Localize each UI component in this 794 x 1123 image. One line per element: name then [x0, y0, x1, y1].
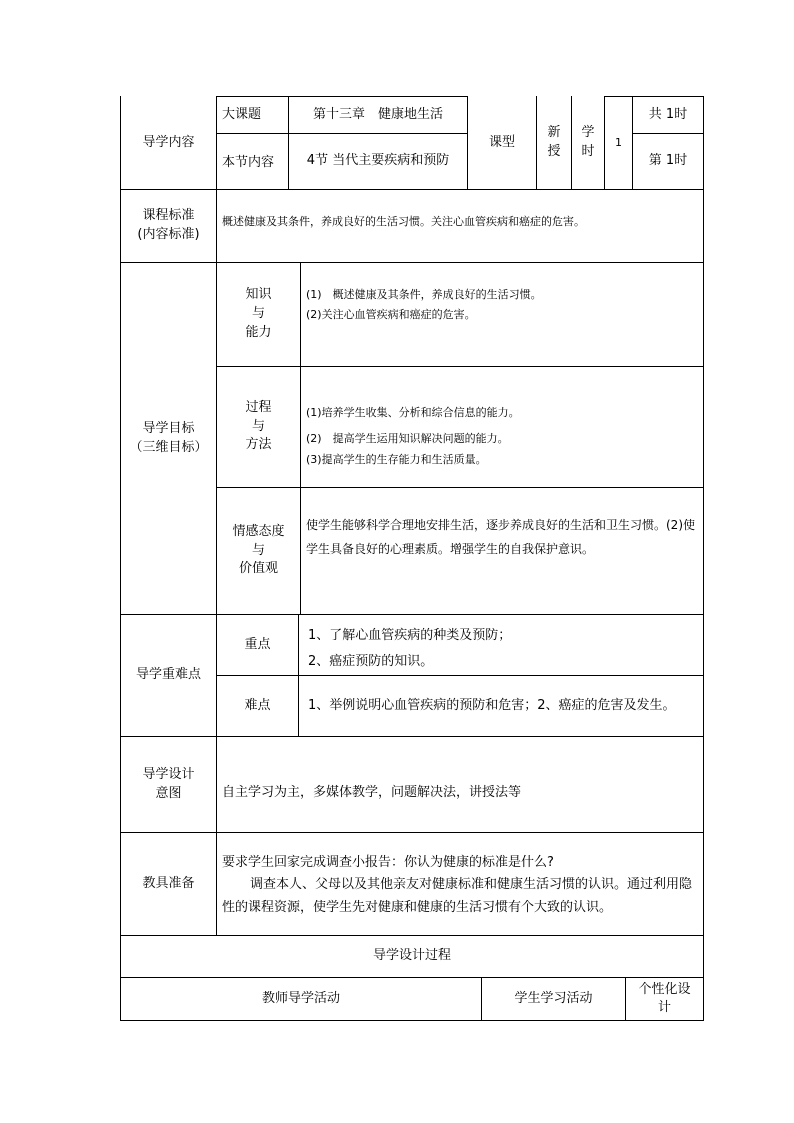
process-line-3: (3)提高学生的生存能力和生活质量。: [306, 453, 487, 466]
rule: [703, 96, 704, 1021]
lesson-type-label: 课型: [488, 134, 515, 150]
topic-label: 大课题: [222, 107, 262, 122]
rule: [298, 614, 299, 736]
difficulty-text: 1、举例说明心血管疾病的预防和危害；2、癌症的危害及发生。: [308, 698, 676, 713]
teacher-activity-header: 教师导学活动: [261, 990, 340, 1006]
lesson-type-value: 新 授: [547, 125, 561, 159]
design-intent-label: 导学设计 意图: [142, 766, 195, 801]
emotion-text: 使学生能够科学合理地安排生活，逐步养成良好的生活和卫生习惯。(2)使学生具备良好的心理素质。增强学生的自我保护意识。: [306, 518, 696, 556]
rule: [120, 1020, 704, 1021]
knowledge-line-1: (1) 概述健康及其条件，养成良好的生活习惯。: [306, 288, 542, 301]
materials-line-1: 要求学生回家完成调查小报告：你认为健康的标准是什么?: [222, 855, 554, 870]
knowledge-line-2: (2)关注心血管疾病和癌症的危害。: [306, 308, 476, 321]
standard-label: 课程标准 (内容标准): [137, 208, 200, 242]
materials-label: 教具准备: [142, 875, 195, 891]
process-line-2: (2) 提高学生运用知识解决问题的能力。: [306, 432, 509, 445]
row-label-lesson-content: 导学内容: [142, 134, 195, 150]
difficulty-label: 难点: [244, 697, 271, 713]
standard-text: 概述健康及其条件，养成良好的生活习惯。关注心血管疾病和癌症的危害。: [222, 215, 585, 228]
topic-value: 第十三章 健康地生活: [312, 106, 443, 122]
hours-value: 1: [615, 136, 622, 150]
total-hours: 共 1时: [648, 106, 688, 122]
process-label: 过程 与 方法: [245, 399, 272, 453]
knowledge-label: 知识 与 能力: [245, 287, 272, 340]
hours-label: 学 时: [581, 125, 595, 159]
rule: [300, 262, 301, 614]
focus-line-2: 2、癌症预防的知识。: [308, 654, 434, 669]
emotion-label: 情感态度 与 价值观: [232, 523, 285, 577]
key-points-label: 导学重难点: [135, 667, 201, 683]
section-label: 本节内容: [222, 155, 275, 170]
focus-label: 重点: [244, 636, 271, 652]
focus-line-1: 1、了解心血管疾病的种类及预防；: [308, 628, 512, 643]
process-section-title: 导学设计过程: [372, 948, 451, 964]
design-intent-text: 自主学习为主，多媒体教学，问题解决法，讲授法等: [222, 785, 522, 800]
current-hour: 第 1时: [648, 153, 688, 169]
section-value: 4节 当代主要疾病和预防: [306, 153, 450, 169]
personal-design-header: 个性化设 计: [638, 982, 691, 1015]
student-activity-header: 学生学习活动: [514, 990, 593, 1006]
process-line-1: (1)培养学生收集、分析和综合信息的能力。: [306, 406, 520, 419]
objectives-label: 导学目标 （三维目标）: [129, 420, 208, 455]
materials-line-2: 调查本人、父母以及其他亲友对健康标准和健康生活习惯的认识。通过利用隐性的课程资源，使学生先对健康和健康的生活习惯有个大致的认识。: [222, 877, 693, 915]
